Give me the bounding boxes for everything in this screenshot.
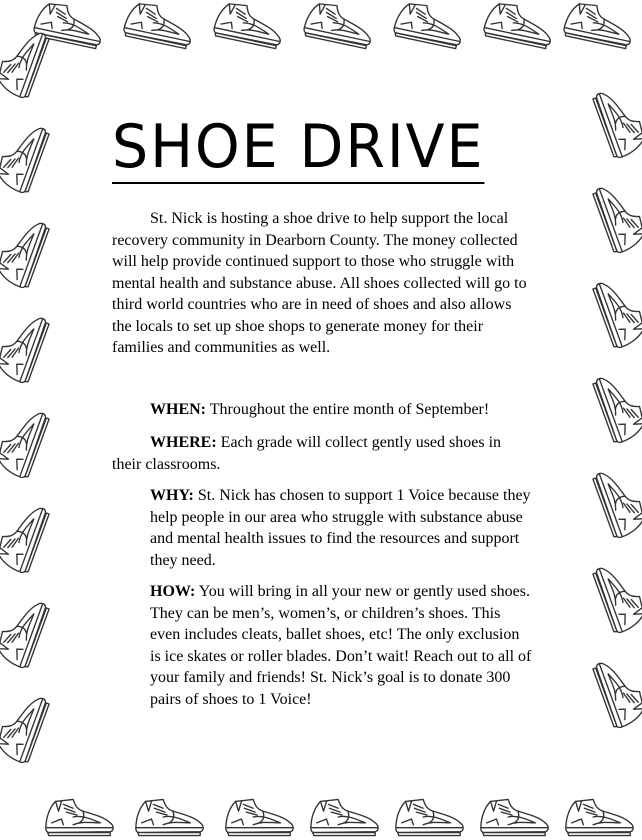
how-text: You will bring in all your new or gently used shoes. They can be men’s, women’s, or children’s shoes. This even includes cleats, ballet shoes, etc! The only exclusion is ice skates or roller blades. Don’t wait! Reach out to all of your family and friends! St. Nick’s goal is to donate 300 pairs of shoes to 1 Voice! [150, 583, 532, 708]
sneaker-icon [587, 648, 642, 736]
page-title: SHOE DRIVE [112, 112, 485, 182]
sneaker-icon [40, 795, 118, 839]
sneaker-icon [220, 795, 298, 839]
sneaker-icon [560, 795, 638, 839]
sneaker-icon [0, 683, 55, 771]
sneaker-icon [0, 303, 55, 391]
sneaker-icon [0, 18, 55, 106]
why-label: WHY: [150, 487, 194, 504]
sneaker-icon [26, 0, 111, 54]
sneaker-icon [386, 0, 471, 54]
intro-paragraph: St. Nick is hosting a shoe drive to help support the local recovery community in Dearborn County. The money collected will help provide continued support to those who struggle with mental health and substance abuse. All shoes collected will go to third world countries who are in need of shoes and also allows the locals to set up shoe shops to generate money for their families and communities as well. [112, 210, 527, 356]
where-text: Each grade will collect gently used shoes in their classrooms. [112, 434, 502, 473]
sneaker-icon [587, 458, 642, 546]
why-text: St. Nick has chosen to support 1 Voice because they help people in our area who struggle with substance abuse and mental health issues to find the resources and support they need. [150, 487, 531, 569]
sneaker-icon [587, 363, 642, 451]
when-text: Throughout the entire month of September! [206, 400, 490, 418]
how-label: HOW: [150, 583, 196, 600]
sneaker-icon [0, 588, 55, 676]
how-paragraph [112, 581, 532, 710]
sneaker-icon [0, 398, 55, 486]
sneaker-icon [476, 0, 561, 54]
sneaker-icon [116, 0, 201, 54]
why-paragraph [112, 485, 532, 571]
sneaker-icon [587, 78, 642, 166]
sneaker-icon [587, 173, 642, 261]
sneaker-icon [305, 795, 383, 839]
when-paragraph [112, 399, 532, 421]
sneaker-icon [130, 795, 208, 839]
sneaker-icon [587, 268, 642, 356]
where-label: WHERE: [150, 434, 217, 451]
sneaker-icon [0, 493, 55, 581]
sneaker-icon [0, 113, 55, 201]
where-paragraph [112, 432, 532, 475]
sneaker-icon [390, 795, 468, 839]
sneaker-icon [587, 553, 642, 641]
sneaker-icon [0, 208, 55, 296]
sneaker-icon [556, 0, 641, 54]
sneaker-icon [296, 0, 381, 54]
flyer-body [112, 100, 532, 710]
when-label: WHEN: [150, 400, 206, 418]
sneaker-icon [475, 795, 553, 839]
sneaker-icon [206, 0, 291, 54]
